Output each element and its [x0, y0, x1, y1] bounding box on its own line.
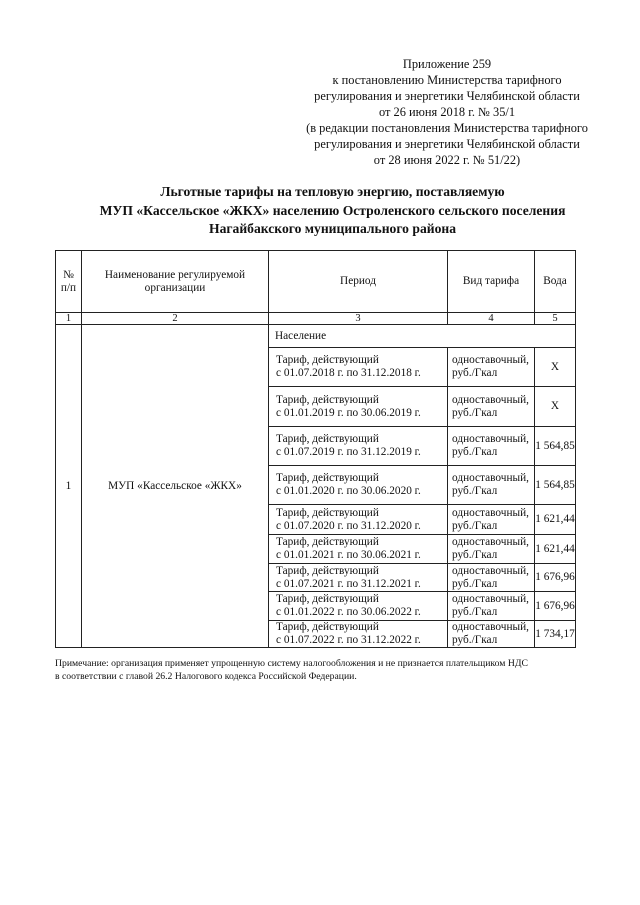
header-organization: Наименование регулируемой организации: [82, 251, 269, 313]
header-period: Период: [269, 251, 448, 313]
period-cell: Тариф, действующий с 01.07.2021 г. по 31.12.2021 г.: [269, 564, 448, 592]
title-line: МУП «Кассельское «ЖКХ» населению Остроленского сельского поселения: [99, 202, 566, 218]
period-cell: Тариф, действующий с 01.01.2022 г. по 30.06.2022 г.: [269, 592, 448, 621]
appendix-line: (в редакции постановления Министерства тарифного: [306, 121, 588, 135]
period-cell: Тариф, действующий с 01.07.2018 г. по 31.12.2018 г.: [269, 348, 448, 387]
period-cell: Тариф, действующий с 01.01.2019 г. по 30.06.2019 г.: [269, 387, 448, 427]
water-value: 1 564,85: [535, 466, 576, 505]
appendix-line: Приложение 259: [402, 57, 492, 71]
tariff-type-cell: одноставочный, руб./Гкал: [448, 348, 535, 387]
tariff-type-cell: одноставочный, руб./Гкал: [448, 427, 535, 466]
column-number: 1: [56, 313, 82, 325]
period-cell: Тариф, действующий с 01.07.2019 г. по 31.12.2019 г.: [269, 427, 448, 466]
period-cell: Тариф, действующий с 01.07.2022 г. по 31.12.2022 г.: [269, 621, 448, 648]
tariff-table: [55, 250, 576, 648]
water-value: 1 676,96: [535, 592, 576, 621]
column-numbers-row: [56, 313, 576, 325]
water-value: Х: [535, 348, 576, 387]
footnote-line: Примечание: организация применяет упрощенную систему налогообложения и не признается плательщиком НДС: [55, 658, 528, 669]
period-cell: Тариф, действующий с 01.01.2021 г. по 30.06.2021 г.: [269, 535, 448, 564]
tariff-type-cell: одноставочный, руб./Гкал: [448, 505, 535, 535]
document-title: [40, 183, 625, 239]
header-tariff-type: Вид тарифа: [448, 251, 535, 313]
row-number: 1: [56, 325, 82, 648]
water-value: Х: [535, 387, 576, 427]
water-value: 1 734,17: [535, 621, 576, 648]
title-line: Льготные тарифы на тепловую энергию, поставляемую: [160, 184, 505, 199]
appendix-line: регулирования и энергетики Челябинской области: [314, 89, 580, 103]
population-label: Население: [269, 325, 576, 348]
water-value: 1 564,85: [535, 427, 576, 466]
tariff-type-cell: одноставочный, руб./Гкал: [448, 466, 535, 505]
period-cell: Тариф, действующий с 01.07.2020 г. по 31.12.2020 г.: [269, 505, 448, 535]
tariff-type-cell: одноставочный, руб./Гкал: [448, 387, 535, 427]
tariff-type-cell: одноставочный, руб./Гкал: [448, 592, 535, 621]
tariff-type-cell: одноставочный, руб./Гкал: [448, 564, 535, 592]
appendix-line: от 26 июня 2018 г. № 35/1: [378, 105, 516, 119]
period-cell: Тариф, действующий с 01.01.2020 г. по 30.06.2020 г.: [269, 466, 448, 505]
appendix-line: к постановлению Министерства тарифного: [332, 73, 562, 87]
organization-name: МУП «Кассельское «ЖКХ»: [82, 325, 269, 648]
appendix-block: [282, 56, 612, 168]
header-water: Вода: [535, 251, 576, 313]
title-line: Нагайбакского муниципального района: [209, 221, 456, 236]
water-value: 1 621,44: [535, 535, 576, 564]
water-value: 1 621,44: [535, 505, 576, 535]
column-number: 3: [269, 313, 448, 325]
water-value: 1 676,96: [535, 564, 576, 592]
header-num: № п/п: [56, 251, 82, 313]
column-number: 5: [535, 313, 576, 325]
tariff-type-cell: одноставочный, руб./Гкал: [448, 535, 535, 564]
tariff-type-cell: одноставочный, руб./Гкал: [448, 621, 535, 648]
table-header-row: [56, 251, 576, 313]
column-number: 2: [82, 313, 269, 325]
footnote: [55, 657, 615, 683]
appendix-line: от 28 июня 2022 г. № 51/22): [373, 153, 521, 167]
appendix-line: регулирования и энергетики Челябинской области: [314, 137, 580, 151]
column-number: 4: [448, 313, 535, 325]
population-row: [56, 325, 576, 348]
footnote-line: в соответствии с главой 26.2 Налогового кодекса Российской Федерации.: [55, 671, 357, 682]
